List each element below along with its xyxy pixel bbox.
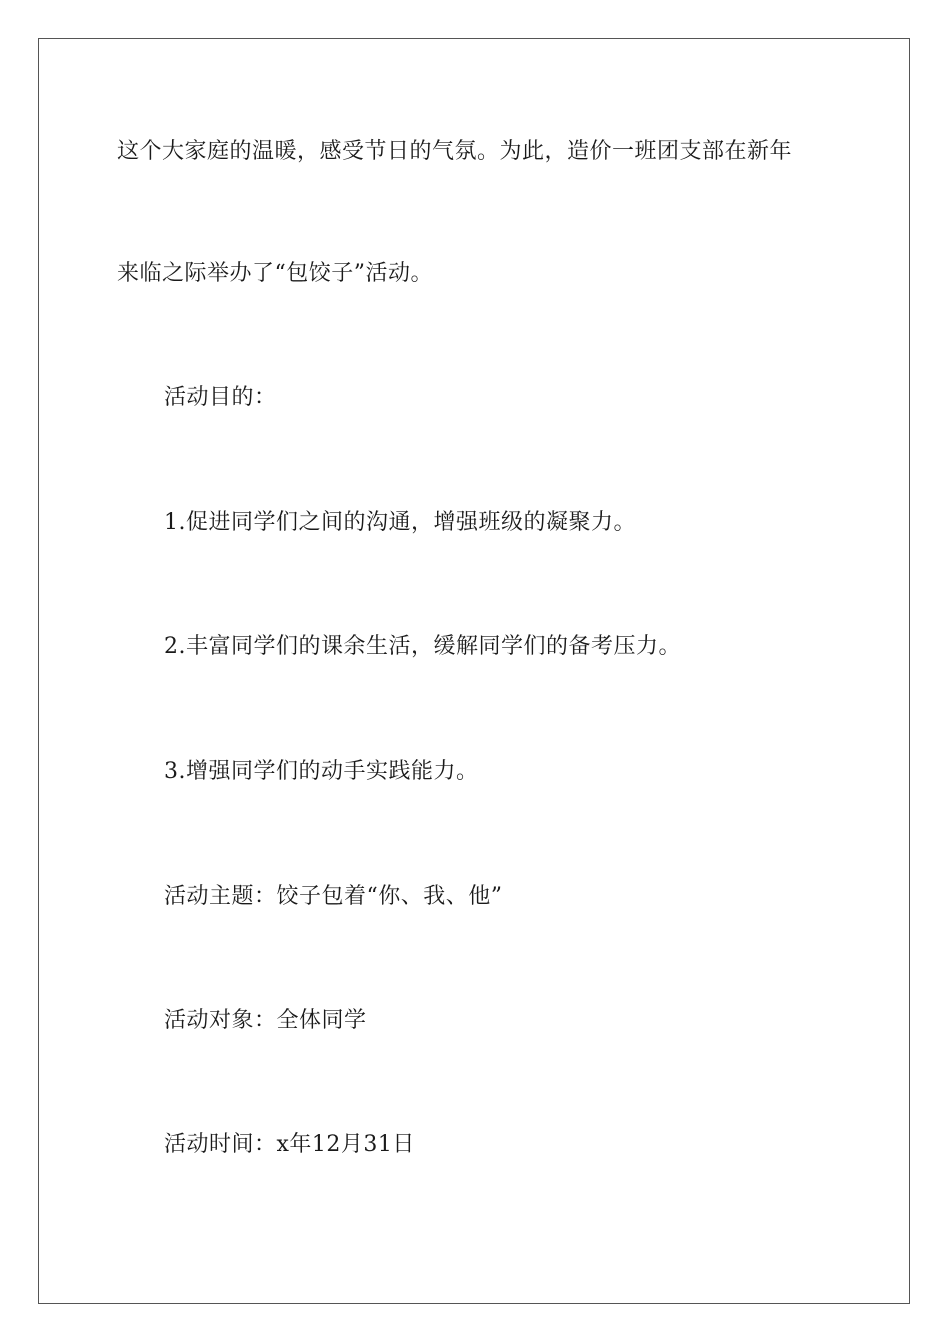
page-border xyxy=(38,38,910,1304)
activity-theme: 活动主题：饺子包着“你、我、他” xyxy=(164,884,503,909)
section-heading-purpose: 活动目的： xyxy=(164,385,277,410)
body-text-line: 来临之际举办了“包饺子”活动。 xyxy=(117,261,433,286)
body-text-line: 这个大家庭的温暖，感受节日的气氛。为此，造价一班团支部在新年 xyxy=(117,139,793,164)
list-item: 3.增强同学们的动手实践能力。 xyxy=(164,759,479,784)
list-item: 1.促进同学们之间的沟通，增强班级的凝聚力。 xyxy=(164,510,636,535)
activity-time: 活动时间：x年12月31日 xyxy=(164,1132,415,1157)
list-item: 2.丰富同学们的课余生活，缓解同学们的备考压力。 xyxy=(164,634,681,659)
activity-target: 活动对象：全体同学 xyxy=(164,1008,367,1033)
